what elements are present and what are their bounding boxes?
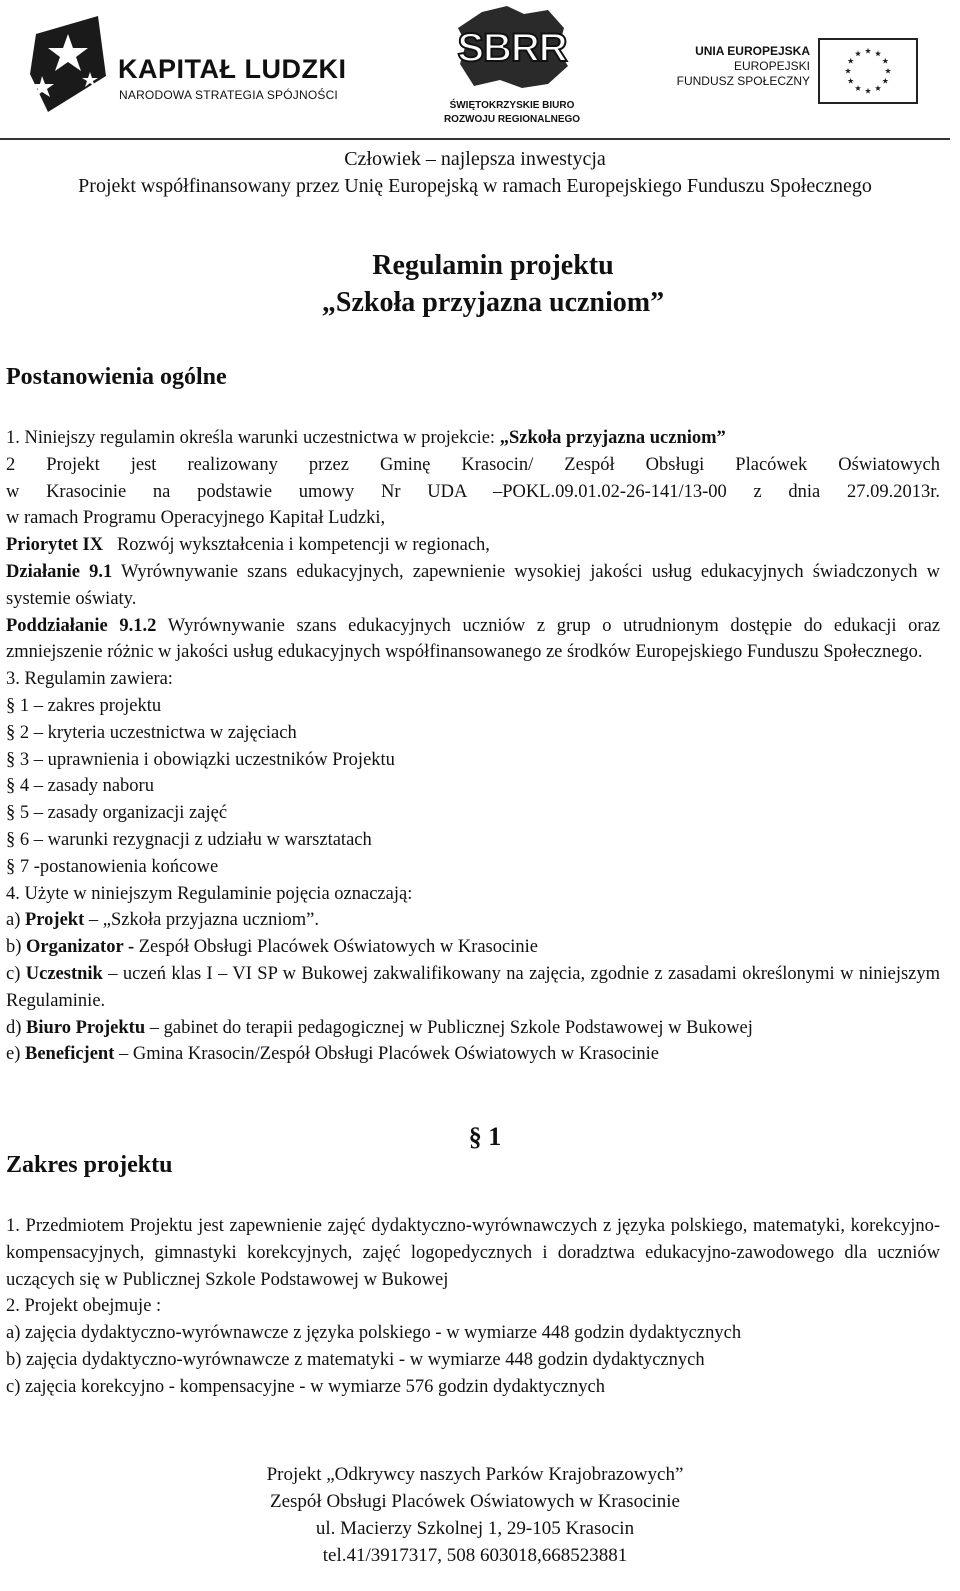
term-text: Zespół Obsługi Placówek Oświatowych w Krasocinie [138,937,538,958]
contents-item: § 2 – kryteria uczestnictwa w zajęciach [6,722,297,743]
term-name: Projekt [25,910,85,931]
subaction [6,613,940,667]
action-label: Działanie 9.1 [6,561,113,582]
term-name: Uczestnik [25,963,103,984]
priority [6,532,940,559]
cofinance-note: Projekt współfinansowany przez Unię Europejską w ramach Europejskiego Funduszu Społecznego [78,175,872,197]
section-1-heading: Zakres projektu [6,1152,173,1178]
provision-2-line1: 2 Projekt jest realizowany przez Gminę Krasocin/ Zespół Obsługi Placówek Oświatowych [6,454,940,475]
term-name: Organizator - [26,937,139,958]
eu-line3: FUNDUSZ SPOŁECZNY [676,74,810,88]
term-text: – „Szkoła przyjazna uczniom”. [84,910,319,931]
action [6,559,940,613]
footer-address: ul. Macierzy Szkolnej 1, 29-105 Krasocin [315,1518,635,1539]
priority-text: Rozwój wykształcenia i kompetencji w regionach, [116,535,490,556]
term-item [6,961,940,1015]
contents-item: § 7 -postanowienia końcowe [6,856,219,877]
provision-1-project: „Szkoła przyjazna uczniom” [499,428,726,448]
section-1-p1: 1. Przedmiotem Projektu jest zapewnienie zajęć dydaktyczno-wyrównawczych z języka polskiego, matematyki, korekcyjno- kompensacyjnych, gimnastyki korekcyjnych, zajęć logopedycznych i doradztwa edukacyjno-zawodowego dla uczniów uczących się w Publicznej Szkole Podstawowej w Bukowej [6,1216,940,1290]
term-item [6,1015,940,1042]
eu-line1: UNIA EUROPEJSKA [695,44,810,58]
term-text: – uczeń klas I – VI SP w Bukowej zakwalifikowany na zajęcia, zgodnie z zasadami określonymi w niniejszym Regulaminie. [6,963,941,1011]
term-item [6,1041,940,1068]
contents-item: § 6 – warunki rezygnacji z udziału w warsztatach [6,829,372,850]
contents-item: § 1 – zakres projektu [6,695,162,716]
sbrr-line1: ŚWIĘTOKRZYSKIE BIURO [449,100,575,111]
sbrr-acronym: SBRR [457,26,567,70]
contents-item: § 3 – uprawnienia i obowiązki uczestników Projektu [6,749,395,770]
sbrr-line2: ROZWOJU REGIONALNEGO [443,114,581,125]
provision-2-line3: w ramach Programu Operacyjnego Kapitał Ludzki, [6,508,386,529]
project-name-title: „Szkoła przyjazna uczniom” [321,287,665,318]
general-provisions-heading: Postanowienia ogólne [6,364,227,390]
sbrr-logo [432,4,592,130]
term-text: – gabinet do terapii pedagogicznej w Publicznej Szkole Podstawowej w Bukowej [145,1017,753,1038]
provision-2-line2: w Krasocinie na podstawie umowy Nr UDA –POKL.09.01.02-26-141/13-00 z dnia 27.09.2013r. [6,481,940,502]
general-provisions-body [6,425,940,1068]
document-title: Regulamin projektu [372,250,614,281]
section-1-item: b) zajęcia dydaktyczno-wyrównawcze z matematyki - w wymiarze 448 godzin dydaktycznych [6,1349,705,1370]
term-item [6,907,940,934]
subaction-label: Poddziałanie 9.1.2 [6,615,157,636]
term-name: Biuro Projektu [26,1017,146,1038]
eu-flag-icon [818,38,918,104]
subaction-text: Wyrównywanie szans edukacyjnych uczniów z grup o utrudnionym dostępie do edukacji oraz zmniejszenie różnic w jakości usług edukacyjnych współfinansowanego ze środków Europejskiego Funduszu Społecznego. [6,615,941,663]
kapital-ludzki-title: KAPITAŁ LUDZKI [118,54,347,84]
terms-heading: 4. Użyte w niniejszym Regulaminie pojęcia oznaczają: [6,883,413,904]
section-1-symbol: § 1 [468,1122,502,1151]
term-name: Beneficjent [25,1044,115,1065]
term-text: – Gmina Krasocin/Zespół Obsługi Placówek Oświatowych w Krasocinie [114,1044,660,1065]
slogan: Człowiek – najlepsza inwestycja [344,148,606,170]
provision-1-text: 1. Niniejszy regulamin określa warunki uczestnictwa w projekcie: [6,428,500,448]
term-prefix: b) [6,937,27,958]
eu-logo [668,38,948,102]
action-text: Wyrównywanie szans edukacyjnych, zapewnienie wysokiej jakości usług edukacyjnych świadczonych w systemie oświaty. [6,561,940,609]
section-1-p2-heading: 2. Projekt obejmuje : [6,1296,162,1317]
header-rule [0,138,950,140]
contents-item: § 4 – zasady naboru [6,776,154,797]
footer [0,1461,950,1569]
footer-organization: Zespół Obsługi Placówek Oświatowych w Krasocinie [269,1491,680,1512]
contents-heading: 3. Regulamin zawiera: [6,669,173,690]
eu-text [677,44,810,89]
footer-project: Projekt „Odkrywcy naszych Parków Krajobrazowych” [266,1464,684,1485]
logo-bar [0,0,960,140]
term-prefix: a) [6,910,25,931]
footer-phone: tel.41/3917317, 508 603018,668523881 [322,1545,628,1566]
term-prefix: e) [6,1044,25,1065]
kapital-ludzki-logo [28,14,358,114]
section-1-body [6,1213,940,1401]
kapital-ludzki-mark-icon [28,14,110,114]
priority-label: Priorytet IX [6,535,104,556]
contents-item: § 5 – zasady organizacji zajęć [6,803,228,824]
term-prefix: d) [6,1017,27,1038]
term-item [6,934,940,961]
section-1-item: c) zajęcia korekcyjno - kompensacyjne - w wymiarze 576 godzin dydaktycznych [6,1376,605,1397]
section-1-item: a) zajęcia dydaktyczno-wyrównawcze z języka polskiego - w wymiarze 448 godzin dydaktycznych [6,1323,742,1344]
kapital-ludzki-subtitle: NARODOWA STRATEGIA SPÓJNOŚCI [119,88,338,102]
provision-1 [6,425,940,452]
eu-line2: EUROPEJSKI [733,59,810,73]
term-prefix: c) [6,963,26,984]
